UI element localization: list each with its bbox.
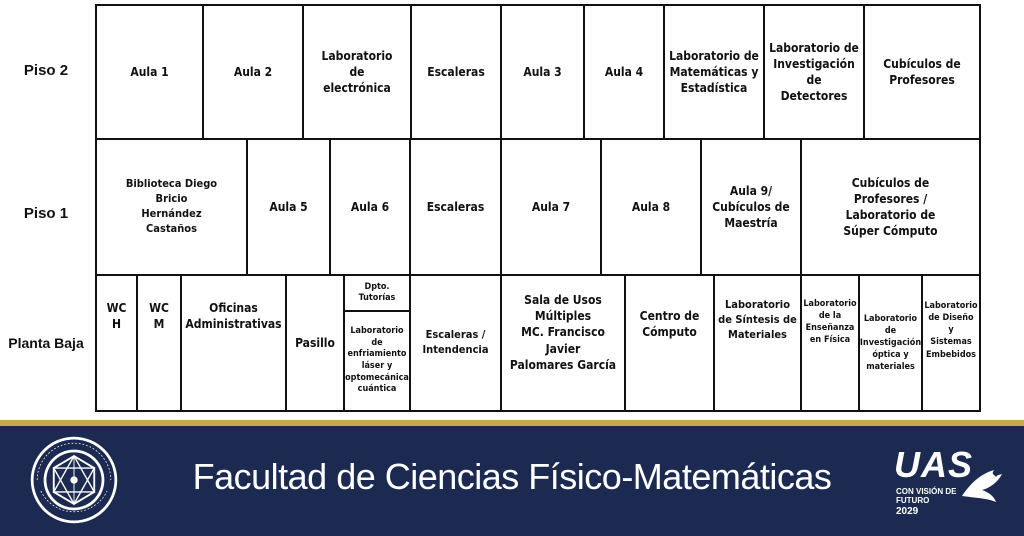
room-lab-matematicas: Laboratorio de Matemáticas y Estadística <box>663 4 765 140</box>
room-aula-5: Aula 5 <box>246 138 331 276</box>
room-dpto-tutorias: Dpto. Tutorías <box>343 274 411 312</box>
eagle-icon <box>960 466 1004 506</box>
room-lab-detectores: Laboratorio de Investigación de Detectores <box>763 4 865 140</box>
room-cubiculos-profesores-2: Cubículos de Profesores <box>863 4 981 140</box>
room-aula-9: Aula 9/ Cubículos de Maestría <box>700 138 802 276</box>
floor-label-piso-2: Piso 2 <box>23 62 69 79</box>
footer-banner <box>0 426 1024 536</box>
room-centro-computo: Centro de Cómputo <box>624 274 715 412</box>
room-wc-m: WC M <box>136 274 182 412</box>
room-sala-usos-multiples: Sala de Usos Múltiples MC. Francisco Javier Palomares García <box>500 274 626 412</box>
room-lab-investigacion-optica: Laboratorio de Investigación óptica y materiales <box>858 274 923 412</box>
floor-label-piso-1: Piso 1 <box>23 205 69 222</box>
room-aula-3: Aula 3 <box>500 4 585 140</box>
room-biblioteca: Biblioteca Diego Bricio Hernández Castaños <box>95 138 248 276</box>
faculty-title: Facultad de Ciencias Físico-Matemáticas <box>192 456 832 497</box>
room-wc-h: WC H <box>95 274 138 412</box>
room-aula-8: Aula 8 <box>600 138 702 276</box>
uas-tagline-1: CON VISIÓN DE <box>896 487 957 496</box>
room-lab-enfriamiento-laser: Laboratorio de enfriamiento láser y optomecánica cuántica <box>343 310 411 412</box>
uas-year: 2029 <box>896 506 919 517</box>
uas-logo-text: UAS <box>894 444 974 485</box>
room-aula-2: Aula 2 <box>202 4 304 140</box>
room-escaleras-1: Escaleras <box>409 138 502 276</box>
room-aula-7: Aula 7 <box>500 138 602 276</box>
room-escaleras-intendencia: Escaleras / Intendencia <box>409 274 502 412</box>
room-aula-6: Aula 6 <box>329 138 411 276</box>
uas-logo <box>894 444 1004 524</box>
room-lab-ensenanza-fisica: Laboratorio de la Enseñanza en Física <box>800 274 860 412</box>
floor-label-planta-baja: Planta Baja <box>8 335 84 351</box>
room-lab-sintesis-materiales: Laboratorio de Síntesis de Materiales <box>713 274 802 412</box>
room-escaleras-2: Escaleras <box>410 4 502 140</box>
uas-tagline-2: FUTURO <box>896 496 930 505</box>
room-lab-electronica: Laboratorio de electrónica <box>302 4 412 140</box>
room-aula-1: Aula 1 <box>95 4 204 140</box>
room-aula-4: Aula 4 <box>583 4 665 140</box>
room-oficinas-administrativas: Oficinas Administrativas <box>180 274 287 412</box>
room-cubiculos-supercomputo: Cubículos de Profesores / Laboratorio de Súper Cómputo <box>800 138 981 276</box>
room-lab-diseno-embebidos: Laboratorio de Diseño y Sistemas Embebidos <box>921 274 981 412</box>
room-pasillo: Pasillo <box>285 274 345 412</box>
